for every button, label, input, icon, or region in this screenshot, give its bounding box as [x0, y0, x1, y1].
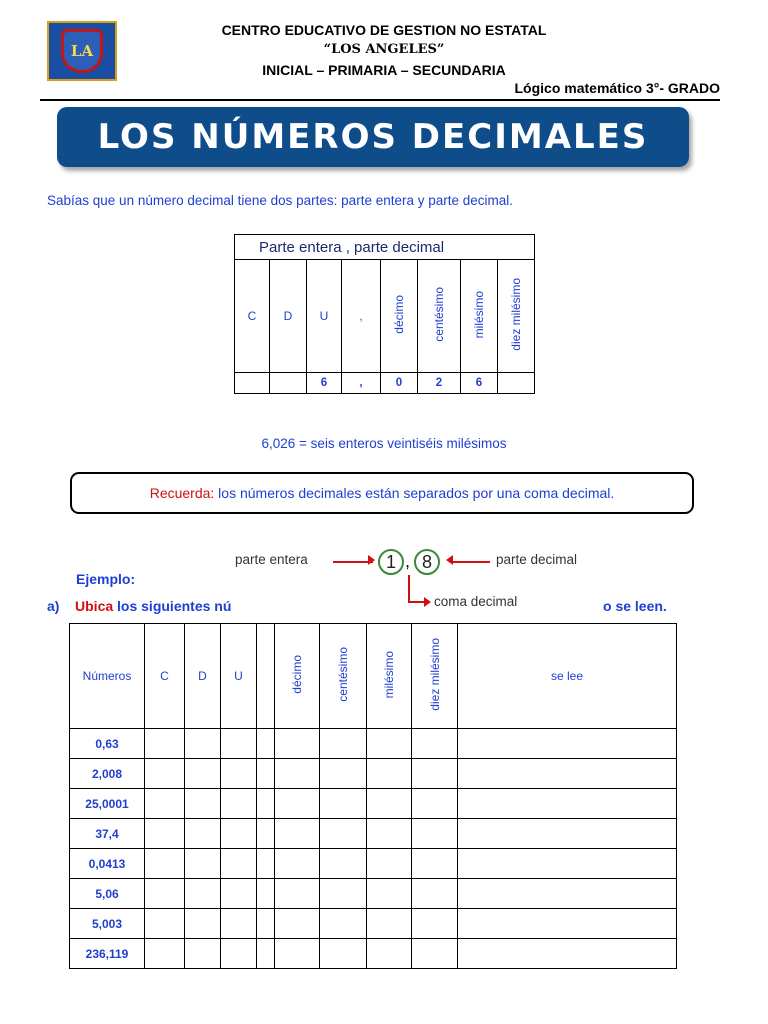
- reminder-box: [70, 472, 694, 514]
- decimal-digit: 8: [414, 549, 440, 575]
- answer-cell[interactable]: [221, 789, 257, 819]
- reminder-label: Recuerda:: [149, 485, 215, 501]
- answer-cell[interactable]: [145, 939, 185, 969]
- answer-cell[interactable]: [185, 729, 221, 759]
- diagram-comma: ,: [405, 551, 411, 571]
- number-cell: 0,63: [70, 729, 145, 759]
- answer-cell[interactable]: [367, 789, 412, 819]
- place-table-header: Parte entera , parte decimal: [235, 235, 535, 260]
- exercise-text-start: los siguientes nú: [113, 598, 232, 614]
- header-divider: [40, 99, 720, 101]
- answer-cell[interactable]: [221, 759, 257, 789]
- exercise-table: [69, 623, 677, 969]
- answer-cell[interactable]: [275, 879, 320, 909]
- equation-text: 6,026 = seis enteros veintiséis milésimos: [261, 436, 507, 451]
- answer-cell[interactable]: [367, 939, 412, 969]
- col-header: [257, 624, 275, 729]
- answer-cell[interactable]: [257, 909, 275, 939]
- reading-cell[interactable]: [458, 879, 677, 909]
- answer-cell[interactable]: [320, 729, 367, 759]
- exercise-instruction: [47, 598, 231, 614]
- place-label: diez milésimo: [498, 260, 535, 373]
- place-value: 6: [461, 373, 498, 394]
- reading-cell[interactable]: [458, 729, 677, 759]
- answer-cell[interactable]: [320, 939, 367, 969]
- arrowhead-icon: [446, 555, 453, 565]
- reading-cell[interactable]: [458, 819, 677, 849]
- answer-cell[interactable]: [185, 939, 221, 969]
- subject-grade: Lógico matemático 3°- GRADO: [514, 80, 720, 96]
- answer-cell[interactable]: [412, 909, 458, 939]
- place-value: [270, 373, 307, 394]
- page-title: LOS NÚMEROS DECIMALES: [57, 107, 689, 167]
- connector-line: [408, 575, 410, 602]
- place-value: 2: [418, 373, 461, 394]
- col-header: décimo: [275, 624, 320, 729]
- arrow-right-icon: [333, 561, 373, 563]
- answer-cell[interactable]: [412, 759, 458, 789]
- number-cell: 25,0001: [70, 789, 145, 819]
- answer-cell[interactable]: [367, 879, 412, 909]
- answer-cell[interactable]: [320, 759, 367, 789]
- answer-cell[interactable]: [367, 909, 412, 939]
- answer-cell[interactable]: [221, 819, 257, 849]
- reading-cell[interactable]: [458, 849, 677, 879]
- answer-cell[interactable]: [412, 879, 458, 909]
- number-cell: 5,06: [70, 879, 145, 909]
- answer-cell[interactable]: [185, 789, 221, 819]
- answer-cell[interactable]: [145, 909, 185, 939]
- place-label: centésimo: [418, 260, 461, 373]
- place-value: 0: [381, 373, 418, 394]
- answer-cell[interactable]: [412, 789, 458, 819]
- col-header: centésimo: [320, 624, 367, 729]
- place-value: ,: [342, 373, 381, 394]
- answer-cell[interactable]: [185, 819, 221, 849]
- example-label: Ejemplo:: [76, 571, 136, 587]
- reading-cell[interactable]: [458, 759, 677, 789]
- place-label: C: [235, 260, 270, 373]
- answer-cell[interactable]: [275, 729, 320, 759]
- answer-cell[interactable]: [320, 879, 367, 909]
- answer-cell[interactable]: [275, 939, 320, 969]
- exercise-text-end: o se leen.: [603, 598, 667, 614]
- exercise-verb: Ubica: [75, 598, 114, 614]
- answer-cell[interactable]: [275, 759, 320, 789]
- answer-cell[interactable]: [221, 939, 257, 969]
- col-header: D: [185, 624, 221, 729]
- arrow-left-icon: [452, 561, 490, 563]
- answer-cell[interactable]: [257, 819, 275, 849]
- answer-cell[interactable]: [257, 789, 275, 819]
- answer-cell[interactable]: [185, 879, 221, 909]
- reading-cell[interactable]: [458, 939, 677, 969]
- answer-cell[interactable]: [221, 849, 257, 879]
- answer-cell[interactable]: [145, 879, 185, 909]
- answer-cell[interactable]: [145, 789, 185, 819]
- answer-cell[interactable]: [221, 909, 257, 939]
- answer-cell[interactable]: [257, 849, 275, 879]
- number-cell: 37,4: [70, 819, 145, 849]
- place-value: [498, 373, 535, 394]
- school-levels: INICIAL – PRIMARIA – SECUNDARIA: [262, 62, 506, 78]
- place-value: [235, 373, 270, 394]
- answer-cell[interactable]: [320, 849, 367, 879]
- answer-cell[interactable]: [145, 819, 185, 849]
- col-header: C: [145, 624, 185, 729]
- answer-cell[interactable]: [412, 729, 458, 759]
- answer-cell[interactable]: [367, 849, 412, 879]
- answer-cell[interactable]: [367, 759, 412, 789]
- answer-cell[interactable]: [275, 819, 320, 849]
- answer-cell[interactable]: [257, 759, 275, 789]
- answer-cell[interactable]: [257, 939, 275, 969]
- number-cell: 236,119: [70, 939, 145, 969]
- answer-cell[interactable]: [145, 849, 185, 879]
- diagram-comma-label: coma decimal: [434, 594, 518, 609]
- answer-cell[interactable]: [367, 729, 412, 759]
- integer-digit: 1: [378, 549, 404, 575]
- answer-cell[interactable]: [145, 729, 185, 759]
- answer-cell[interactable]: [221, 879, 257, 909]
- answer-cell[interactable]: [221, 729, 257, 759]
- number-cell: 5,003: [70, 909, 145, 939]
- school-subname: “LOS ANGELES”: [323, 42, 445, 57]
- number-cell: 2,008: [70, 759, 145, 789]
- answer-cell[interactable]: [412, 939, 458, 969]
- place-value: 6: [307, 373, 342, 394]
- number-cell: 0,0413: [70, 849, 145, 879]
- place-label: ,: [342, 260, 381, 373]
- diagram-integer-label: parte entera: [235, 552, 308, 567]
- answer-cell[interactable]: [367, 819, 412, 849]
- school-name: CENTRO EDUCATIVO DE GESTION NO ESTATAL: [221, 22, 547, 38]
- arrowhead-icon: [424, 597, 431, 607]
- answer-cell[interactable]: [320, 909, 367, 939]
- reminder-text: los números decimales están separados por una coma decimal.: [214, 485, 615, 501]
- place-label: décimo: [381, 260, 418, 373]
- answer-cell[interactable]: [185, 849, 221, 879]
- answer-cell[interactable]: [257, 879, 275, 909]
- answer-cell[interactable]: [185, 909, 221, 939]
- place-value-table: [234, 234, 535, 394]
- diagram-decimal-label: parte decimal: [496, 552, 578, 567]
- answer-cell[interactable]: [412, 819, 458, 849]
- answer-cell[interactable]: [145, 759, 185, 789]
- answer-cell[interactable]: [275, 909, 320, 939]
- answer-cell[interactable]: [412, 849, 458, 879]
- reading-cell[interactable]: [458, 909, 677, 939]
- intro-text: Sabías que un número decimal tiene dos partes: parte entera y parte decimal.: [47, 193, 514, 208]
- answer-cell[interactable]: [275, 849, 320, 879]
- col-header: diez milésimo: [412, 624, 458, 729]
- answer-cell[interactable]: [320, 819, 367, 849]
- place-label: D: [270, 260, 307, 373]
- answer-cell[interactable]: [185, 759, 221, 789]
- place-label: milésimo: [461, 260, 498, 373]
- answer-cell[interactable]: [275, 789, 320, 819]
- logo-text: LA: [70, 42, 94, 60]
- col-header: U: [221, 624, 257, 729]
- col-header: Números: [70, 624, 145, 729]
- col-header: milésimo: [367, 624, 412, 729]
- arrowhead-icon: [368, 555, 375, 565]
- place-label: U: [307, 260, 342, 373]
- answer-cell[interactable]: [257, 729, 275, 759]
- answer-cell[interactable]: [320, 789, 367, 819]
- reading-cell[interactable]: [458, 789, 677, 819]
- col-header: se lee: [458, 624, 677, 729]
- exercise-letter: a): [47, 598, 60, 614]
